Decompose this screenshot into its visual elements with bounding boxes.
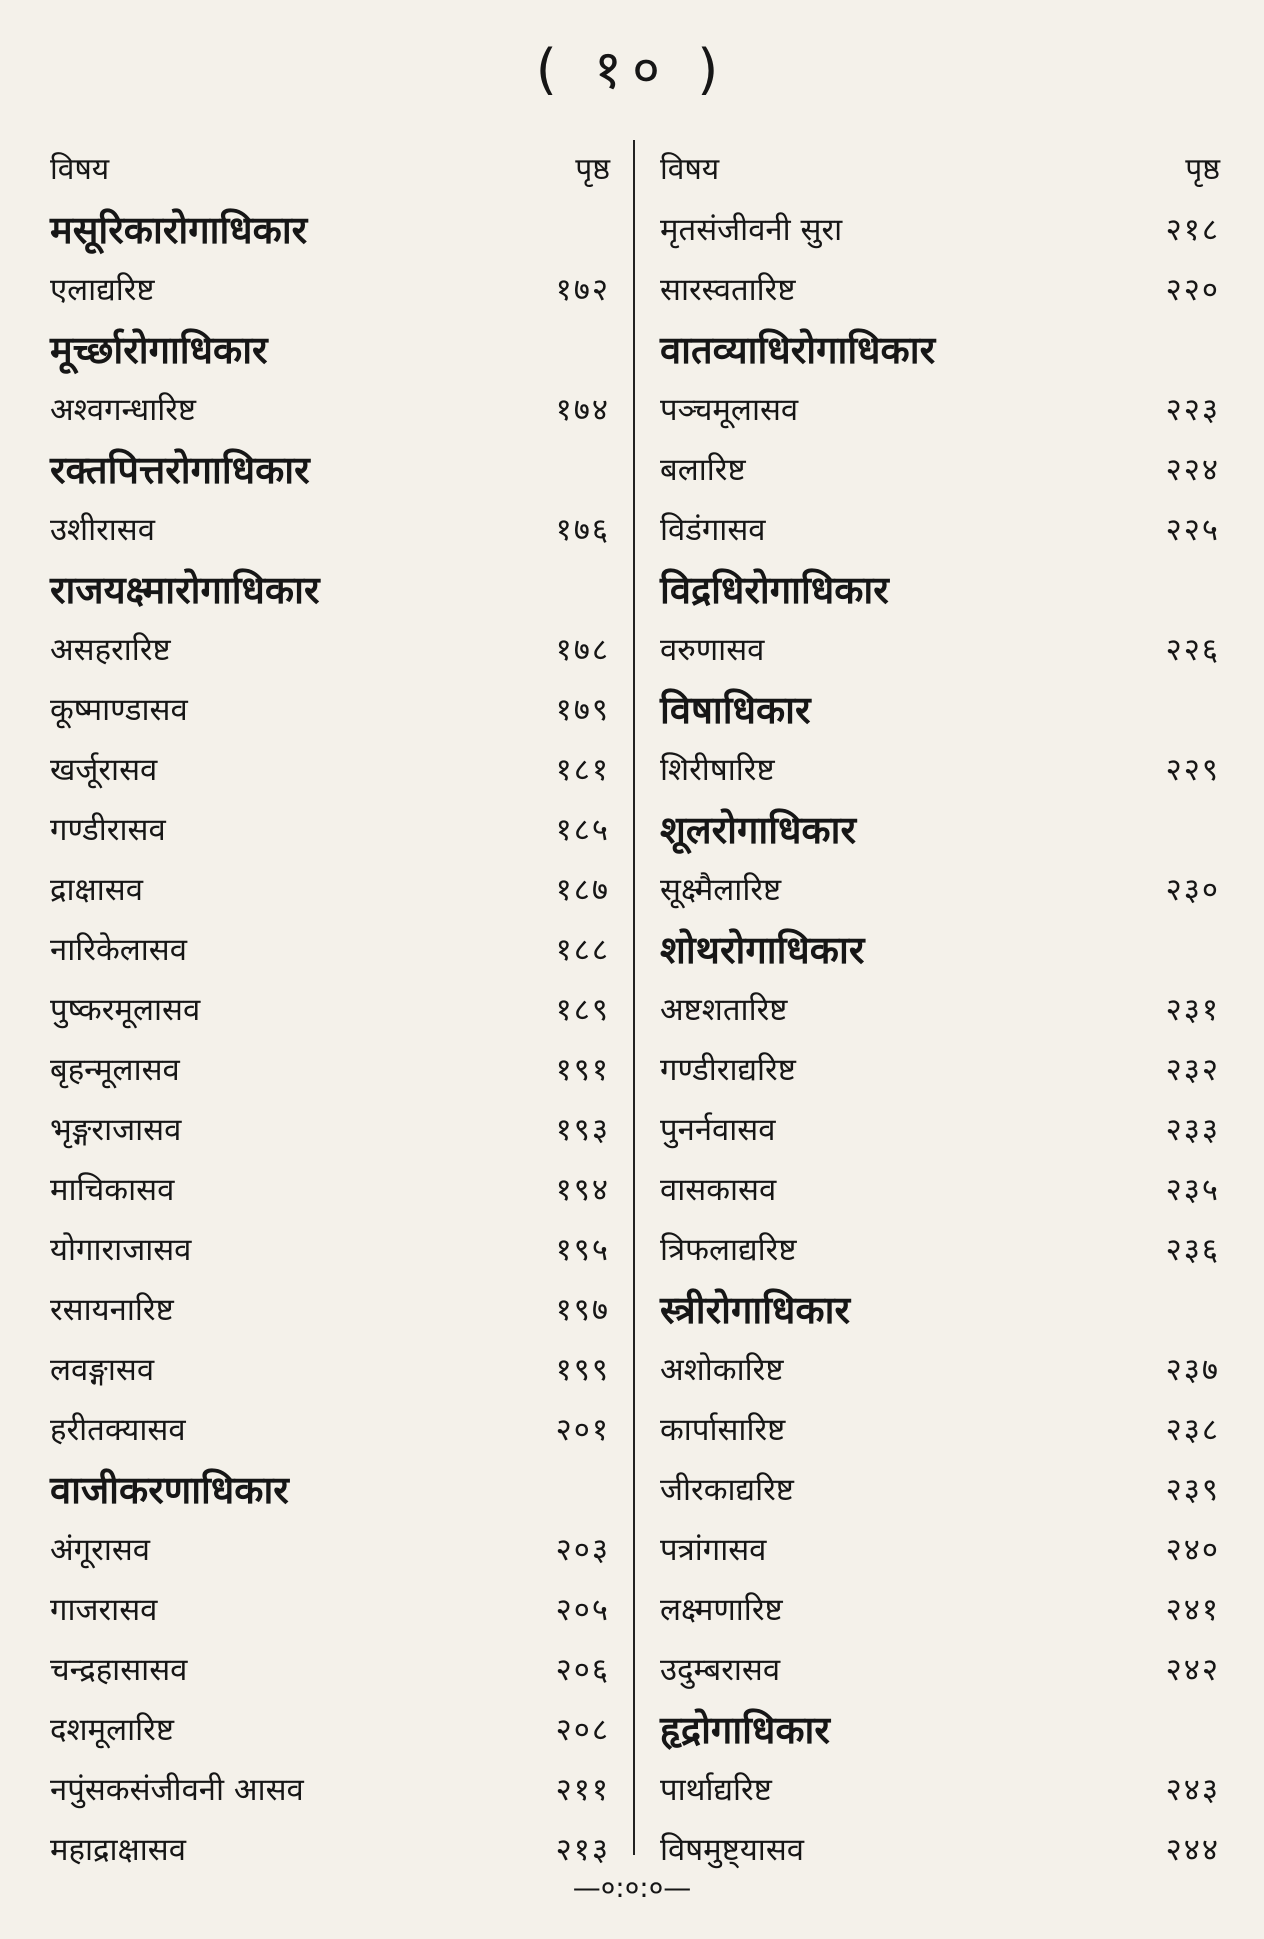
entry-page-number: २३७ — [1165, 1352, 1220, 1388]
index-entry — [660, 1160, 1220, 1220]
index-entry — [660, 860, 1220, 920]
entry-title: वरुणासव — [660, 632, 765, 668]
index-entry — [660, 620, 1220, 680]
column-header — [50, 140, 610, 200]
entry-page-number: १९७ — [555, 1292, 610, 1328]
entry-title: वासकासव — [660, 1172, 777, 1208]
index-entry — [50, 1280, 610, 1340]
entry-title: जीरकाद्यरिष्ट — [660, 1472, 794, 1508]
page-heading: पृष्ठ — [1185, 152, 1220, 187]
entry-title: अश्वगन्धारिष्ट — [50, 392, 197, 428]
index-entry — [50, 980, 610, 1040]
page-heading: पृष्ठ — [575, 152, 610, 187]
entry-page-number: १७६ — [555, 512, 610, 548]
entry-page-number: २३१ — [1165, 992, 1220, 1028]
entry-title: लवङ्गासव — [50, 1352, 155, 1388]
index-entry — [660, 380, 1220, 440]
section-heading: मूर्च्छारोगाधिकार — [50, 328, 268, 372]
index-entry — [660, 260, 1220, 320]
entry-title: गाजरासव — [50, 1592, 158, 1628]
entry-title: द्राक्षासव — [50, 872, 143, 908]
index-entry — [660, 1760, 1220, 1820]
entry-page-number: १८१ — [555, 752, 610, 788]
right-column — [660, 140, 1220, 1880]
entry-page-number: २१३ — [555, 1832, 610, 1868]
subject-heading: विषय — [50, 152, 110, 187]
entry-title: कूष्माण्डासव — [50, 692, 188, 728]
index-entry — [50, 1520, 610, 1580]
entry-title: अष्टशतारिष्ट — [660, 992, 788, 1028]
entry-title: भृङ्गराजासव — [50, 1112, 182, 1148]
index-entry — [50, 260, 610, 320]
index-entry — [50, 1220, 610, 1280]
entry-page-number: १८७ — [555, 872, 610, 908]
index-entry — [50, 1760, 610, 1820]
entry-page-number: २४३ — [1165, 1772, 1220, 1808]
index-entry — [660, 1400, 1220, 1460]
index-entry — [50, 860, 610, 920]
index-entry — [660, 1580, 1220, 1640]
section-heading: विद्रधिरोगाधिकार — [660, 568, 889, 612]
entry-page-number: २३६ — [1165, 1232, 1220, 1268]
section-heading: हृद्रोगाधिकार — [660, 1708, 830, 1752]
entry-title: नारिकेलासव — [50, 932, 187, 968]
index-entry — [660, 1460, 1220, 1520]
index-entry — [50, 1700, 610, 1760]
entry-title: माचिकासव — [50, 1172, 175, 1208]
entry-page-number: २३० — [1165, 872, 1220, 908]
entry-title: विषमुष्ट्यासव — [660, 1832, 805, 1868]
index-entry — [660, 740, 1220, 800]
index-entry — [660, 440, 1220, 500]
section-heading: मसूरिकारोगाधिकार — [50, 208, 308, 252]
section-heading: शोथरोगाधिकार — [660, 928, 865, 972]
entry-page-number: १९१ — [555, 1052, 610, 1088]
entry-title: बलारिष्ट — [660, 452, 746, 488]
entry-page-number: १७८ — [555, 632, 610, 668]
entry-page-number: १८८ — [555, 932, 610, 968]
entry-title: सारस्वतारिष्ट — [660, 272, 796, 308]
entry-page-number: १८५ — [555, 812, 610, 848]
entry-page-number: २०६ — [555, 1652, 610, 1688]
index-entry — [50, 1580, 610, 1640]
entry-title: अशोकारिष्ट — [660, 1352, 784, 1388]
section-heading: शूलरोगाधिकार — [660, 808, 857, 852]
entry-page-number: २३२ — [1165, 1052, 1220, 1088]
section-heading: वातव्याधिरोगाधिकार — [660, 328, 936, 372]
index-entry — [660, 200, 1220, 260]
entry-title: त्रिफलाद्यरिष्ट — [660, 1232, 797, 1268]
entry-title: खर्जूरासव — [50, 752, 158, 788]
entry-page-number: १८९ — [555, 992, 610, 1028]
entry-title: रसायनारिष्ट — [50, 1292, 174, 1328]
entry-page-number: २३३ — [1165, 1112, 1220, 1148]
entry-page-number: १७९ — [555, 692, 610, 728]
entry-title: कार्पासारिष्ट — [660, 1412, 786, 1448]
entry-title: असहरारिष्ट — [50, 632, 171, 668]
entry-title: पत्रांगासव — [660, 1532, 767, 1568]
entry-page-number: २४० — [1165, 1532, 1220, 1568]
entry-title: विडंगासव — [660, 512, 766, 548]
entry-page-number: २११ — [555, 1772, 610, 1808]
entry-page-number: २१८ — [1165, 212, 1220, 248]
entry-title: पञ्चमूलासव — [660, 392, 799, 428]
entry-title: योगाराजासव — [50, 1232, 192, 1268]
entry-title: मृतसंजीवनी सुरा — [660, 212, 843, 248]
entry-page-number: २२४ — [1165, 452, 1220, 488]
entry-title: पुनर्नवासव — [660, 1112, 776, 1148]
entry-page-number: २३५ — [1165, 1172, 1220, 1208]
entry-title: सूक्ष्मैलारिष्ट — [660, 872, 782, 908]
index-entry — [660, 1520, 1220, 1580]
entry-title: एलाद्यरिष्ट — [50, 272, 155, 308]
entry-title: लक्ष्मणारिष्ट — [660, 1592, 783, 1628]
entry-title: उदुम्बरासव — [660, 1652, 781, 1688]
entry-title: नपुंसकसंजीवनी आसव — [50, 1772, 304, 1808]
entry-page-number: १७२ — [555, 272, 610, 308]
entry-page-number: २४२ — [1165, 1652, 1220, 1688]
subject-heading: विषय — [660, 152, 720, 187]
section-heading: स्त्रीरोगाधिकार — [660, 1288, 851, 1332]
column-divider — [633, 140, 635, 1855]
index-entry — [50, 740, 610, 800]
index-entry — [660, 1040, 1220, 1100]
entry-page-number: १९४ — [555, 1172, 610, 1208]
left-entry-list — [50, 200, 610, 1880]
index-entry — [50, 500, 610, 560]
entry-page-number: १९३ — [555, 1112, 610, 1148]
section-heading: राजयक्ष्मारोगाधिकार — [50, 568, 320, 612]
entry-title: अंगूरासव — [50, 1532, 151, 1568]
entry-page-number: २४१ — [1165, 1592, 1220, 1628]
column-header — [660, 140, 1220, 200]
entry-title: पुष्करमूलासव — [50, 992, 201, 1028]
section-heading: वाजीकरणाधिकार — [50, 1468, 289, 1512]
entry-page-number: २३९ — [1165, 1472, 1220, 1508]
entry-page-number: २२६ — [1165, 632, 1220, 668]
index-entry — [660, 980, 1220, 1040]
index-entry — [50, 620, 610, 680]
entry-title: पार्थाद्यरिष्ट — [660, 1772, 772, 1808]
index-entry — [660, 1340, 1220, 1400]
page-number: ( १० ) — [535, 38, 729, 101]
entry-title: दशमूलारिष्ट — [50, 1712, 174, 1748]
entry-title: हरीतक्यासव — [50, 1412, 186, 1448]
index-entry — [50, 680, 610, 740]
index-entry — [660, 1220, 1220, 1280]
footer-ornament: —०:०:०— — [572, 1871, 692, 1904]
entry-page-number: २०८ — [555, 1712, 610, 1748]
entry-title: महाद्राक्षासव — [50, 1832, 186, 1868]
entry-page-number: २२५ — [1165, 512, 1220, 548]
entry-page-number: १७४ — [555, 392, 610, 428]
index-entry — [660, 1640, 1220, 1700]
index-entry — [50, 1160, 610, 1220]
index-entry — [50, 800, 610, 860]
entry-page-number: १९९ — [555, 1352, 610, 1388]
entry-page-number: २०१ — [555, 1412, 610, 1448]
entry-page-number: २०५ — [555, 1592, 610, 1628]
entry-title: गण्डीरासव — [50, 812, 166, 848]
entry-page-number: २३८ — [1165, 1412, 1220, 1448]
entry-title: शिरीषारिष्ट — [660, 752, 775, 788]
section-heading: रक्तपित्तरोगाधिकार — [50, 448, 310, 492]
index-entry — [50, 1100, 610, 1160]
entry-title: चन्द्रहासासव — [50, 1652, 188, 1688]
entry-page-number: २२० — [1165, 272, 1220, 308]
index-entry — [50, 1400, 610, 1460]
entry-page-number: २२३ — [1165, 392, 1220, 428]
right-entry-list — [660, 200, 1220, 1880]
entry-page-number: १९५ — [555, 1232, 610, 1268]
index-entry — [50, 380, 610, 440]
index-entry — [50, 920, 610, 980]
index-entry — [50, 1340, 610, 1400]
entry-title: उशीरासव — [50, 512, 155, 548]
left-column — [50, 140, 610, 1880]
section-heading: विषाधिकार — [660, 688, 811, 732]
entry-page-number: २४४ — [1165, 1832, 1220, 1868]
index-entry — [50, 1640, 610, 1700]
index-entry — [50, 1040, 610, 1100]
entry-page-number: २०३ — [555, 1532, 610, 1568]
index-entry — [660, 500, 1220, 560]
entry-page-number: २२९ — [1165, 752, 1220, 788]
entry-title: बृहन्मूलासव — [50, 1052, 180, 1088]
entry-title: गण्डीराद्यरिष्ट — [660, 1052, 796, 1088]
index-entry — [660, 1100, 1220, 1160]
